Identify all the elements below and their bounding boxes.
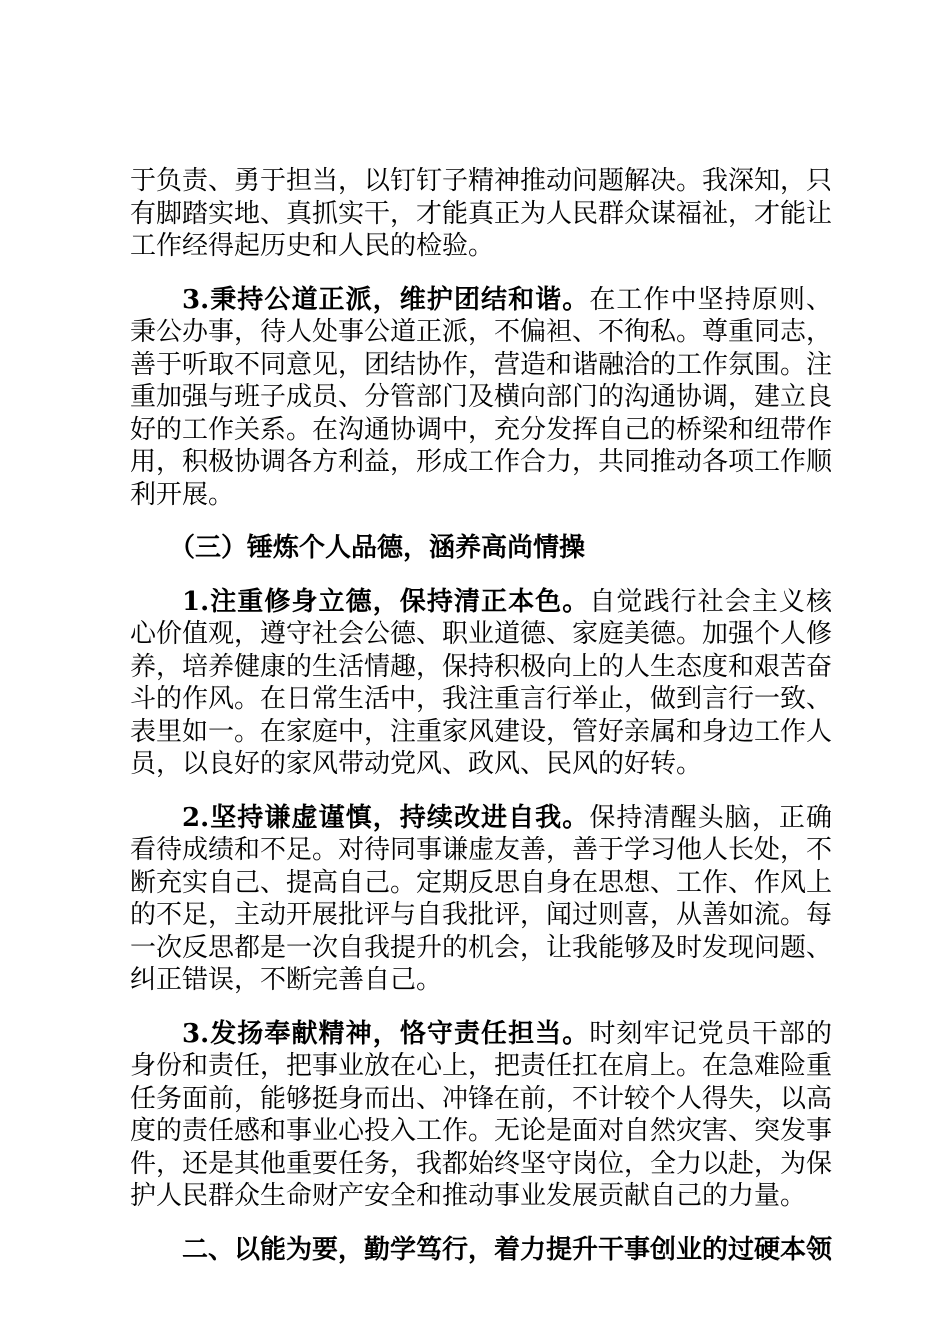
paragraph-text: 自觉践行社会主义核心价值观，遵守社会公德、职业道德、家庭美德。加强个人修养，培养健康的生活情趣，保持积极向上的人生态度和艰苦奋斗的作风。在日常生活中，我注重言行举止，做到言行一致、表里如一。在家庭中，注重家风建设，管好亲属和身边工作人员，以良好的家风带动党风、政风、民风的好转。 bbox=[130, 586, 833, 779]
paragraph-item-3-fairness bbox=[130, 284, 832, 512]
paragraph-lead: 1.注重修身立德，保持清正本色。 bbox=[182, 586, 590, 617]
paragraph-text: 保持清醒头脑，正确看待成绩和不足。对待同事谦虚友善，善于学习他人长处，不断充实自己、提高自己。定期反思自身在思想、工作、作风上的不足，主动开展批评与自我批评，闻过则喜，从善如流。每一次反思都是一次自我提升的机会，让我能够及时发现问题、纠正错误，不断完善自己。 bbox=[130, 802, 833, 995]
paragraph-lead: 3.发扬奉献精神，恪守责任担当。 bbox=[182, 1018, 590, 1049]
document-body bbox=[130, 165, 832, 1287]
paragraph-item-2-modesty bbox=[130, 802, 832, 997]
paragraph-text: 于负责、勇于担当，以钉钉子精神推动问题解决。我深知，只有脚踏实地、真抓实干，才能真正为人民群众谋福祉，才能让工作经得起历史和人民的检验。 bbox=[130, 166, 833, 261]
paragraph-lead: 3.秉持公道正派，维护团结和谐。 bbox=[182, 284, 590, 315]
paragraph-text: 时刻牢记党员干部的身份和责任，把事业放在心上，把责任扛在肩上。在急难险重任务面前，能够挺身而出、冲锋在前，不计较个人得失，以高度的责任感和事业心投入工作。无论是面对自然灾害、突发事件，还是其他重要任务，我都始终坚守岗位，全力以赴，为保护人民群众生命财产安全和推动事业发展贡献自己的力量。 bbox=[130, 1018, 833, 1211]
paragraph-item-1-cultivation bbox=[130, 586, 832, 781]
paragraph-continuation bbox=[130, 165, 832, 263]
paragraph-item-3-dedication bbox=[130, 1018, 832, 1213]
paragraph-lead: 2.坚持谦虚谨慎，持续改进自我。 bbox=[182, 802, 590, 833]
chapter-heading: 二、以能为要，勤学笃行，着力提升干事创业的过硬本领 bbox=[182, 1234, 833, 1265]
section-heading: （三）锤炼个人品德，涵养高尚情操 bbox=[169, 533, 586, 563]
paragraph-text: 在工作中坚持原则、秉公办事，待人处事公道正派，不偏袒、不徇私。尊重同志，善于听取不同意见，团结协作，营造和谐融洽的工作氛围。注重加强与班子成员、分管部门及横向部门的沟通协调，建立良好的工作关系。在沟通协调中，充分发挥自己的桥梁和纽带作用，积极协调各方利益，形成工作合力，共同推动各项工作顺利开展。 bbox=[130, 284, 833, 510]
